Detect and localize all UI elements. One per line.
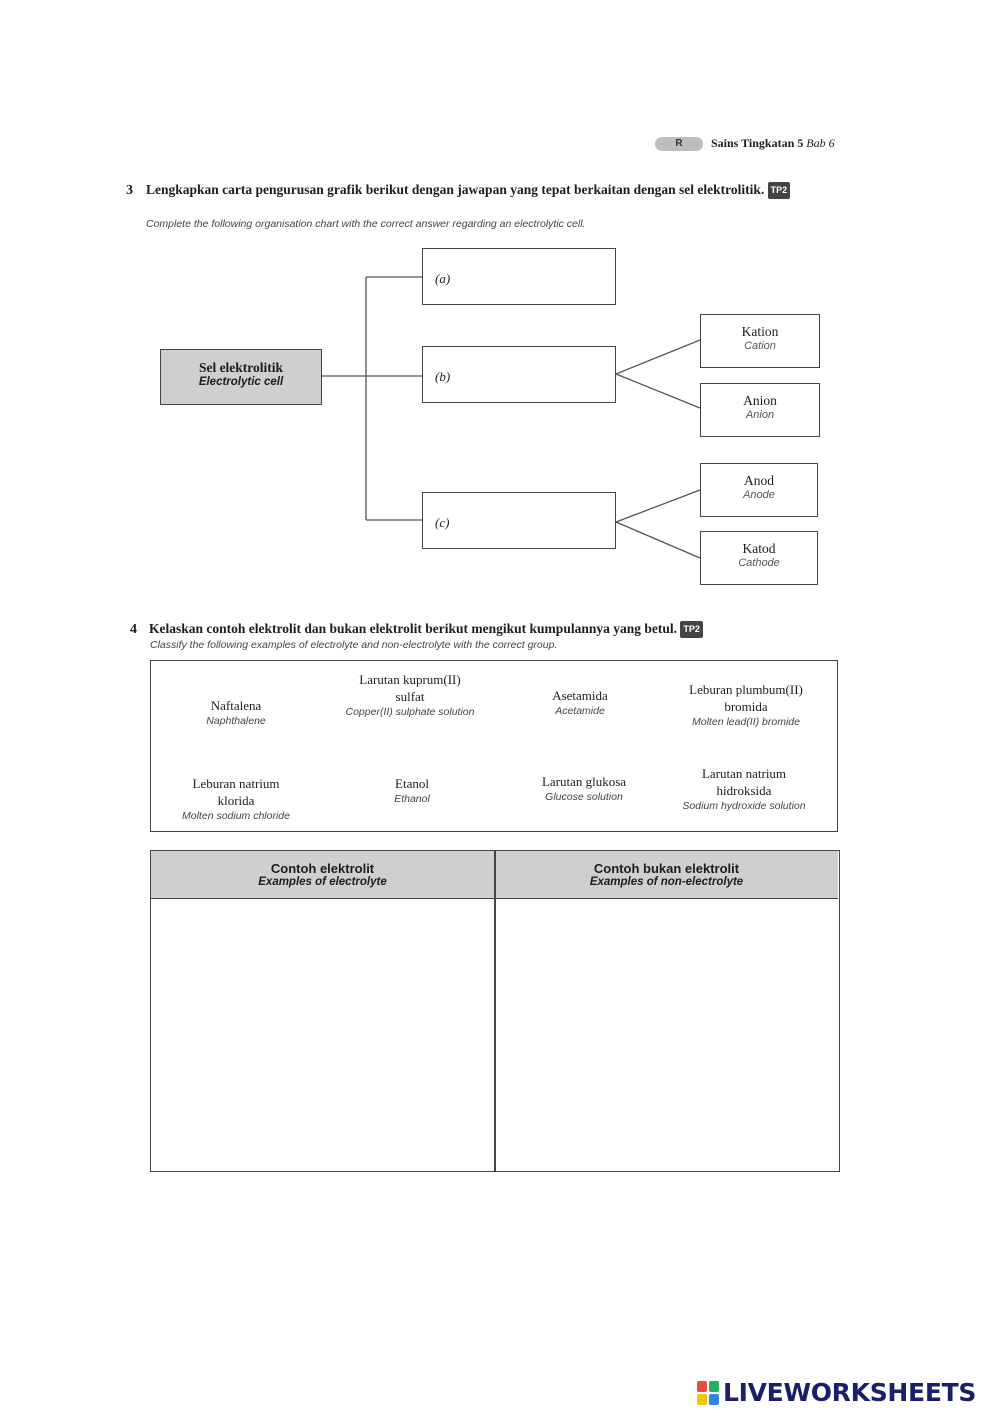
question-3-text-ms: Lengkapkan carta pengurusan grafik berikut dengan jawapan yang tepat berkaitan dengan sel elektrolitik. [146, 182, 765, 197]
liveworksheets-logo-icon [697, 1381, 719, 1405]
connector-c-cathode [616, 522, 700, 558]
blank-label-b: (b) [435, 369, 451, 384]
blank-label-a: (a) [435, 271, 451, 286]
tp-level-badge: TP2 [680, 621, 703, 638]
box-anode: Anod Anode [700, 463, 818, 517]
examples-box [150, 660, 838, 832]
example-item[interactable]: Larutan kuprum(II) sulfat Copper(II) sulphate solution [345, 672, 475, 718]
example-item[interactable]: Larutan glukosa Glucose solution [541, 774, 627, 803]
answer-box-b[interactable] [422, 346, 616, 403]
example-item[interactable]: Larutan natrium hidroksida Sodium hydroxide solution [682, 766, 806, 812]
blank-label-c: (c) [435, 515, 450, 530]
connector-b-anion [616, 374, 700, 408]
classification-table [150, 850, 840, 1172]
box-anion: Anion Anion [700, 383, 820, 437]
question-3-text-en: Complete the following organisation chart with the correct answer regarding an electrolytic cell. [146, 218, 586, 230]
liveworksheets-logo [697, 1378, 997, 1410]
answer-box-a[interactable] [422, 248, 616, 305]
question-4-text-en: Classify the following examples of electrolyte and non-electrolyte with the correct group. [150, 639, 558, 651]
root-label-ms: Sel elektrolitik [198, 360, 284, 375]
drop-zone-electrolyte[interactable] [151, 899, 494, 1171]
root-label-en: Electrolytic cell [198, 376, 284, 388]
connector-b-cation [616, 340, 700, 374]
header-chapter: Bab 6 [806, 136, 835, 150]
connector-c-anode [616, 490, 700, 522]
publisher-logo-icon: R [655, 137, 703, 151]
question-4-number: 4 [130, 622, 137, 637]
example-item[interactable]: Leburan plumbum(II) bromida Molten lead(II) bromide [689, 682, 803, 728]
example-item[interactable]: Etanol Ethanol [394, 776, 430, 805]
brand-name: LIVEWORKSHEETS [723, 1378, 977, 1407]
box-cation: Kation Cation [700, 314, 820, 368]
header-non-electrolyte: Contoh bukan elektrolit Examples of non-electrolyte [495, 851, 838, 899]
root-box-electrolytic-cell [160, 349, 322, 405]
question-3-number: 3 [126, 183, 133, 198]
header-electrolyte: Contoh elektrolit Examples of electrolyte [151, 851, 494, 899]
box-cathode: Katod Cathode [700, 531, 818, 585]
tp-level-badge: TP2 [768, 182, 791, 199]
answer-box-c[interactable] [422, 492, 616, 549]
header-title: Sains Tingkatan 5 [711, 136, 804, 150]
drop-zone-non-electrolyte[interactable] [496, 899, 838, 1171]
example-item[interactable]: Naftalena Naphthalene [206, 698, 266, 727]
question-4-text-ms: Kelaskan contoh elektrolit dan bukan elektrolit berikut mengikut kumpulannya yang betul. [149, 621, 677, 636]
example-item[interactable]: Leburan natrium klorida Molten sodium chloride [182, 776, 290, 822]
example-item[interactable]: Asetamida Acetamide [552, 688, 608, 717]
